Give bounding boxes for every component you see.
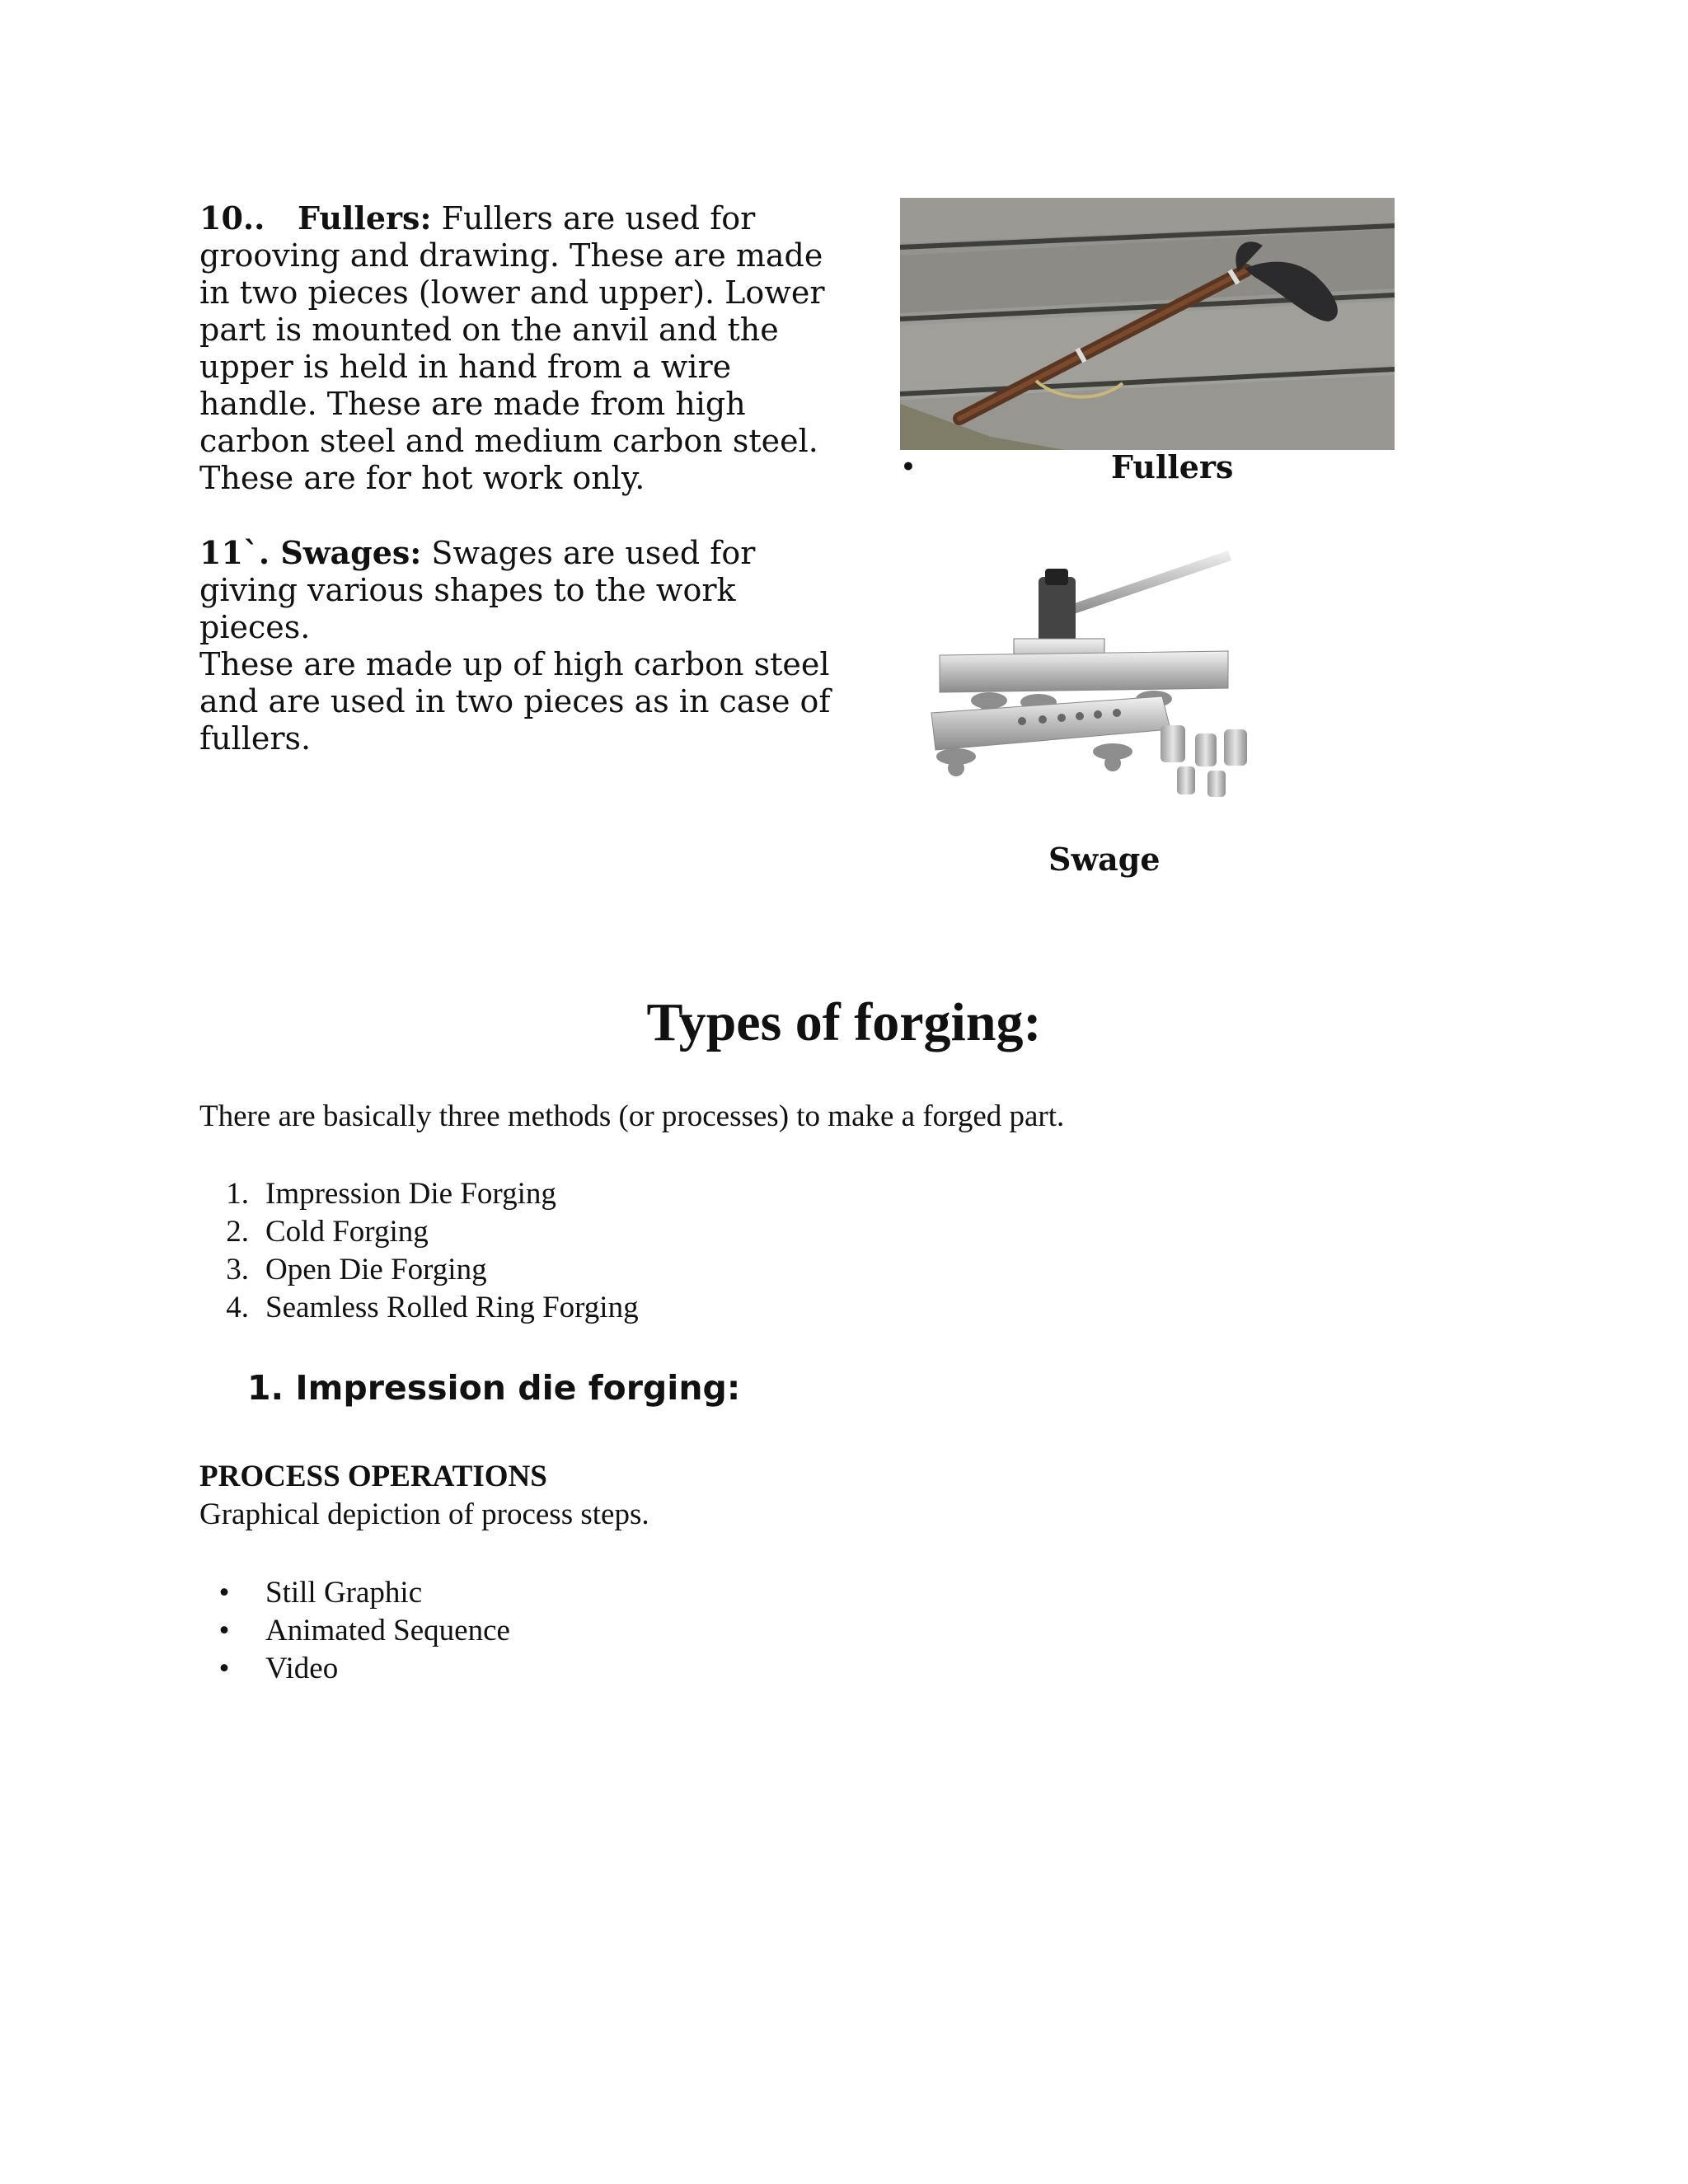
swages-text-2: These are made up of high carbon steel — [199, 646, 830, 682]
method-1-number: 1. — [226, 1177, 249, 1211]
bullet-icon: • — [218, 1614, 230, 1647]
impression-heading: 1. Impression die forging: — [247, 1368, 741, 1408]
process-item-2: Animated Sequence — [265, 1614, 510, 1647]
fullers-title: Fullers: — [298, 199, 432, 237]
list-item — [199, 1574, 941, 1612]
method-1-label: Impression Die Forging — [265, 1177, 556, 1211]
fullers-text-6: carbon steel and medium carbon steel. — [199, 423, 818, 459]
bullet-icon: • — [218, 1576, 230, 1610]
fullers-text-7: These are for hot work only. — [199, 460, 645, 496]
swage-image — [915, 536, 1261, 816]
list-item — [199, 1251, 1189, 1289]
process-item-1: Still Graphic — [265, 1576, 423, 1610]
fullers-paragraph — [199, 199, 826, 497]
fullers-text-0: Fullers are used for — [441, 200, 756, 237]
fullers-number: 10.. — [199, 199, 265, 237]
swages-paragraph — [199, 534, 842, 757]
swage-caption: Swage — [1048, 841, 1160, 878]
types-intro: There are basically three methods (or processes) to make a forged part. — [199, 1099, 1065, 1133]
method-3-label: Open Die Forging — [265, 1253, 487, 1286]
swages-line-1 — [199, 534, 842, 572]
method-4-number: 4. — [226, 1291, 249, 1324]
method-4-label: Seamless Rolled Ring Forging — [265, 1291, 639, 1324]
list-item — [199, 1612, 941, 1650]
process-title: PROCESS OPERATIONS — [199, 1460, 547, 1493]
swages-title: Swages: — [280, 534, 422, 571]
methods-list — [199, 1175, 1189, 1327]
fullers-text-4: upper is held in hand from a wire — [199, 349, 732, 385]
method-3-number: 3. — [226, 1253, 249, 1286]
bullet-icon: • — [218, 1652, 230, 1685]
swages-text-3: and are used in two pieces as in case of — [199, 683, 831, 719]
list-item — [199, 1289, 1189, 1327]
fullers-text-5: handle. These are made from high — [199, 386, 746, 422]
fullers-caption: Fullers — [1111, 448, 1234, 485]
types-heading: Types of forging: — [646, 992, 1042, 1052]
fullers-text-2: in two pieces (lower and upper). Lower — [199, 274, 825, 311]
process-item-3: Video — [265, 1652, 339, 1685]
fullers-image — [900, 198, 1395, 450]
fullers-caption-bullet: • — [901, 453, 916, 480]
method-2-number: 2. — [226, 1215, 249, 1249]
swages-text-0: Swages are used for — [431, 535, 756, 571]
swages-text-4: fullers. — [199, 720, 312, 757]
list-item — [199, 1175, 1189, 1213]
swages-number: 11`. — [199, 534, 270, 571]
method-2-label: Cold Forging — [265, 1215, 429, 1249]
fullers-text-1: grooving and drawing. These are made — [199, 237, 823, 274]
list-item — [199, 1650, 941, 1688]
fullers-line-1 — [199, 199, 826, 237]
swages-text-1: giving various shapes to the work pieces. — [199, 572, 736, 645]
process-description: Graphical depiction of process steps. — [199, 1497, 649, 1531]
fullers-text-3: part is mounted on the anvil and the — [199, 312, 779, 348]
list-item — [199, 1213, 1189, 1251]
process-bullet-list — [199, 1574, 941, 1688]
